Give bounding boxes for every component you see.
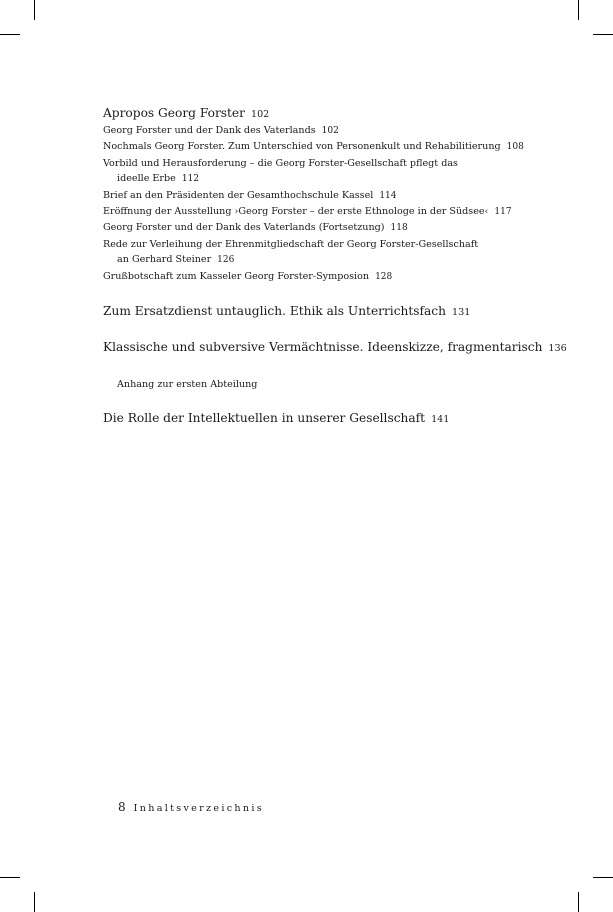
crop-mark-bottom-right-horizontal xyxy=(593,877,613,878)
running-title: Inhaltsverzeichnis xyxy=(133,803,264,814)
crop-mark-top-right-vertical xyxy=(578,0,579,20)
toc-subentry: Eröffnung der Ausstellung ›Georg Forster – der erste Ethnologe in der Südsee‹ 117 xyxy=(103,206,512,218)
crop-mark-top-left-vertical xyxy=(34,0,35,20)
page-number: 136 xyxy=(548,343,567,355)
toc-subentry: Grußbotschaft zum Kasseler Georg Forster-Symposion 128 xyxy=(103,270,393,282)
page-number: 102 xyxy=(321,126,339,136)
crop-mark-top-left-horizontal xyxy=(0,34,20,35)
toc-appendix-label: Anhang zur ersten Abteilung xyxy=(117,379,258,391)
toc-subentry: Georg Forster und der Dank des Vaterlands (Fortsetzung) 118 xyxy=(103,222,408,234)
toc-entry: Zum Ersatzdienst untauglich. Ethik als Unterrichtsfach 131 xyxy=(103,304,471,319)
toc-subentry: Vorbild und Herausforderung – die Georg Forster-Gesellschaft pflegt das xyxy=(103,157,458,169)
page-number: 112 xyxy=(181,174,200,185)
page-number: 128 xyxy=(375,271,393,282)
crop-mark-top-right-horizontal xyxy=(593,34,613,35)
page-number: 126 xyxy=(217,255,235,266)
toc-entry: Klassische und subversive Vermächtnisse. Ideenskizze, fragmentarisch 136 xyxy=(103,340,567,355)
page-number: 102 xyxy=(250,109,270,120)
page-number: 118 xyxy=(390,223,408,234)
page-number: 131 xyxy=(451,307,471,319)
crop-mark-bottom-left-vertical xyxy=(34,892,35,912)
crop-mark-bottom-left-horizontal xyxy=(0,877,20,878)
toc-group-title: Apropos Georg Forster 102 xyxy=(103,106,270,120)
folio-number: 8 xyxy=(118,800,126,814)
toc-subentry: Brief an den Präsidenten der Gesamthochschule Kassel 114 xyxy=(103,189,397,201)
page-footer xyxy=(118,796,264,815)
table-of-contents xyxy=(103,105,573,428)
toc-subentry-continuation: an Gerhard Steiner 126 xyxy=(117,254,235,266)
toc-entry: Die Rolle der Intellektuellen in unserer Gesellschaft 141 xyxy=(103,411,450,426)
toc-subentry: Georg Forster und der Dank des Vaterlands 102 xyxy=(103,125,339,136)
page-number: 117 xyxy=(494,207,512,218)
toc-subentry-continuation: ideelle Erbe 112 xyxy=(117,173,200,185)
crop-mark-bottom-right-vertical xyxy=(578,892,579,912)
toc-subentry: Rede zur Verleihung der Ehrenmitgliedschaft der Georg Forster-Gesellschaft xyxy=(103,238,479,250)
page-number: 108 xyxy=(506,142,524,153)
page-number: 141 xyxy=(431,414,450,426)
toc-subentry: Nochmals Georg Forster. Zum Unterschied von Personenkult und Rehabilitierung 108 xyxy=(103,141,524,153)
page-number: 114 xyxy=(379,190,397,201)
